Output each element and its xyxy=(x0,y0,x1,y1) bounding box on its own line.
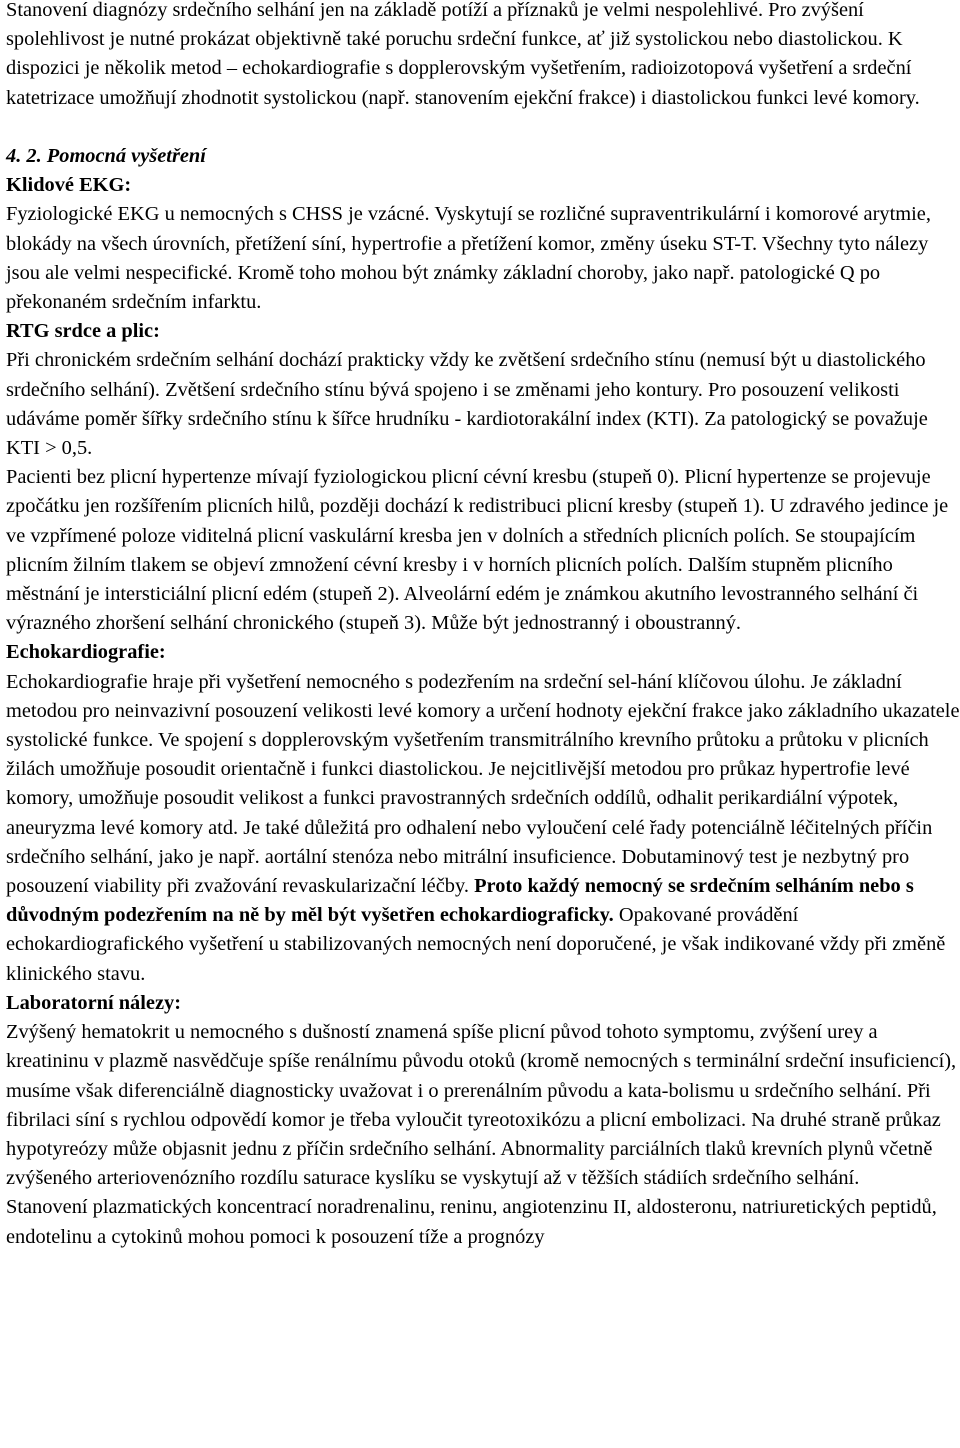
echo-text-bold: Proto každý nemocný se srdečním selháním nebo s důvodným podezřením na ně by měl být vyšetřen echokardiograficky. xyxy=(6,875,914,927)
lab-paragraph-1: Zvýšený hematokrit u nemocného s dušností znamená spíše plicní původ tohoto symptomu, zvýšení urey a kreatininu v plazmě nasvědčuje spíše renálnímu původu otoků (kromě nemocných s terminální srdeční insuficiencí), musíme však diferenciálně diagnosticky uvažovat i o prerenálním původu a kata-bolismu u srdečního selhání. Při fibrilaci síní s rychlou odpovědí komor je třeba vyloučit tyreotoxikózu a plicní embolizaci. Na druhé straně průkaz hypotyreózy může objasnit jednu z příčin srdečního selhání. Abnormality parciálních tlaků krevních plynů včetně zvýšeného arteriovenózního rozdílu saturace kyslíku se vyskytují až v těžších stádiích srdečního selhání. xyxy=(6,1021,957,1190)
rtg-paragraph-2: Pacienti bez plicní hypertenze mívají fyziologickou plicní cévní kresbu (stupeň 0). Plicní hypertenze se projevuje zpočátku jen rozšířením plicních hilů, později dochází k redistribuci plicní kresby (stupeň 1). U zdravého jedince je ve vzpřímené poloze viditelná plicní vaskulární kresba jen v dolních a středních plicních polích. Se stoupajícím plicním žilním tlakem se objeví zmnožení cévní kresby i v horních plicních polích. Dalším stupněm plicního městnání je intersticiální plicní edém (stupeň 2). Alveolární edém je známkou akutního levostranného selhání či výrazného zhoršení selhání chronického (stupeň 3). Může být jednostranný i oboustranný. xyxy=(6,466,949,635)
ekg-paragraph: Fyziologické EKG u nemocných s CHSS je vzácné. Vyskytují se rozličné supraventrikulární i komorové arytmie, blokády na všech úrovních, přetížení síní, hypertrofie a přetížení komor, změny úseku ST-T. Všechny tyto nálezy jsou ale velmi nespecifické. Kromě toho mohou být známky základní choroby, jako např. patologické Q po překonaném srdečním infarktu. xyxy=(6,203,931,314)
lab-paragraph-2: Stanovení plazmatických koncentrací noradrenalinu, reninu, angiotenzinu II, aldosteronu, natriuretických peptidů, endotelinu a cytokinů mohou pomoci k posouzení tíže a prognózy xyxy=(6,1196,937,1248)
ekg-heading: Klidové EKG: xyxy=(6,174,132,197)
echo-heading: Echokardiografie: xyxy=(6,641,166,664)
echo-text-after: Opakované provádění echokardiografického vyšetření u stabilizovaných nemocných není doporučené, je však indikované vždy při změně klinického stavu. xyxy=(6,904,946,985)
rtg-heading: RTG srdce a plic: xyxy=(6,320,160,343)
rtg-paragraph-1: Při chronickém srdečním selhání dochází prakticky vždy ke zvětšení srdečního stínu (nemusí být u diastolického srdečního selhání). Zvětšení srdečního stínu bývá spojeno i se změnami jeho kontury. Pro posouzení velikosti udáváme poměr šířky srdečního stínu k šířce hrudníku - kardiotorakální index (KTI). Za patologický se považuje KTI > 0,5. xyxy=(6,349,928,460)
intro-paragraph: Stanovení diagnózy srdečního selhání jen na základě potíží a příznaků je velmi nespolehlivé. Pro zvýšení spolehlivost je nutné prokázat objektivně také poruchu srdeční funkce, ať již systolickou nebo diastolickou. K dispozici je několik metod – echokardiografie s dopplerovským vyšetřením, radioizotopová vyšetření a srdeční katetrizace umožňují zhodnotit systolickou (např. stanovením ejekční frakce) i diastolickou funkci levé komory. xyxy=(6,0,920,109)
lab-heading: Laboratorní nálezy: xyxy=(6,991,182,1014)
section-title: Pomocná vyšetření xyxy=(46,145,206,167)
section-heading xyxy=(6,142,960,171)
echo-paragraph xyxy=(6,668,960,989)
section-number: 4. 2. xyxy=(6,145,42,167)
echo-text-before: Echokardiografie hraje při vyšetření nemocného s podezřením na srdeční sel-hání klíčovou úlohu. Je základní metodou pro neinvazivní posouzení velikosti levé komory a určení hodnoty ejekční frakce jako základního ukazatele systolické funkce. Ve spojení s dopplerovským vyšetřením transmitrálního krevního průtoku a průtoku v plicních žilách umožňuje posoudit orientačně i funkci diastolickou. Je nejcitlivější metodou pro průkaz hypertrofie levé komory, umožňuje posoudit velikost a funkci pravostranných srdečních oddílů, odhalit perikardiální výpotek, aneuryzma levé komory atd. Je také důležitá pro odhalení nebo vyloučení celé řady potenciálně léčitelných příčin srdečního selhání, jako je např. aortální stenóza nebo mitrální insuficience. Dobutaminový test je nezbytný pro posouzení viability při zvažování revaskularizační léčby. xyxy=(6,670,960,898)
paragraph-spacer xyxy=(6,113,960,142)
